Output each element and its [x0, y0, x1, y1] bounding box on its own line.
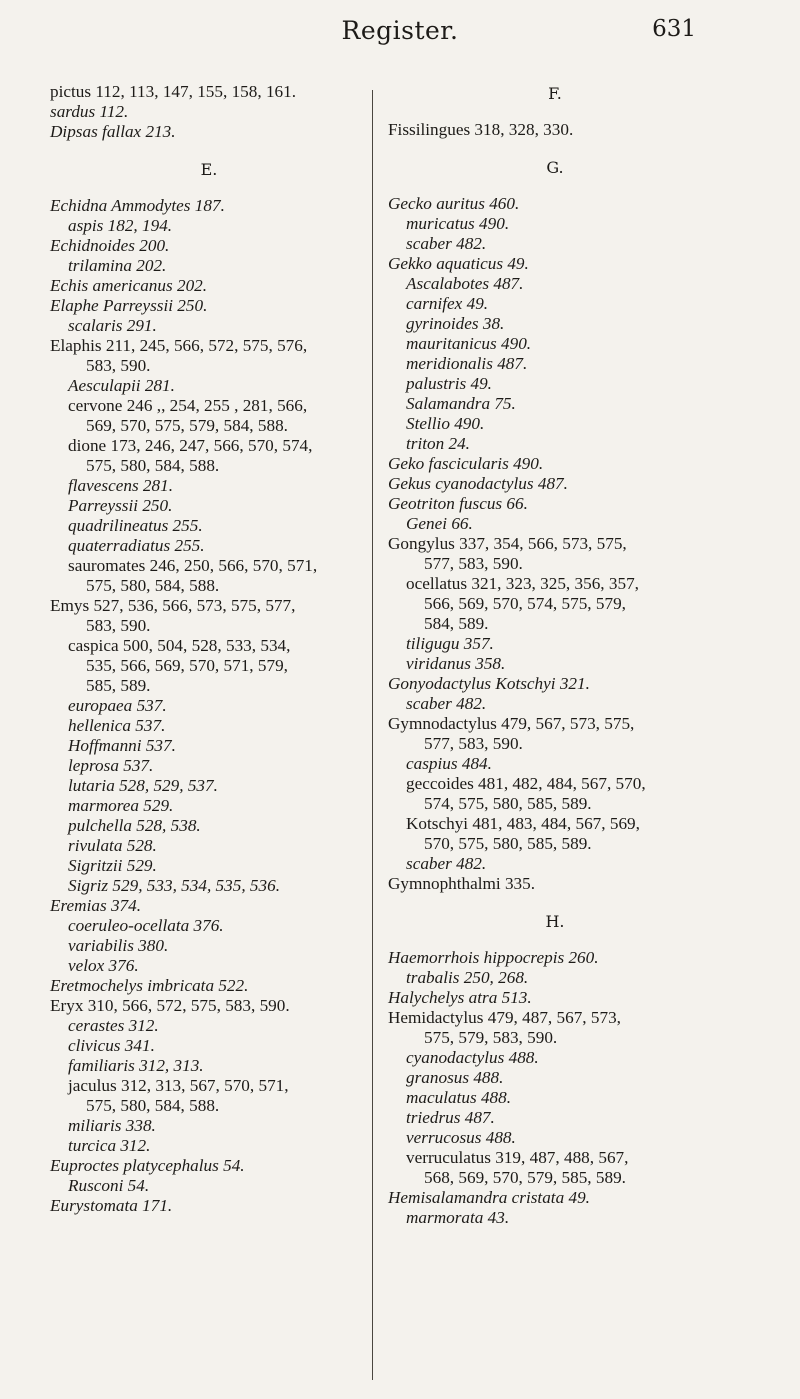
- index-entry: Gonyodactylus Kotschyi 321.: [388, 674, 590, 693]
- page-header: [0, 12, 800, 52]
- index-entry: Hoffmanni 537.: [68, 736, 176, 755]
- index-entry: cerastes 312.: [68, 1016, 159, 1035]
- index-entry: 577, 583, 590.: [424, 554, 523, 573]
- index-entry: maculatus 488.: [406, 1088, 512, 1107]
- index-entry: Emys 527, 536, 566, 573, 575, 577,: [50, 596, 296, 615]
- index-entry: Sigritzii 529.: [68, 856, 157, 875]
- index-entry: quadrilineatus 255.: [68, 516, 203, 535]
- index-entry: Gongylus 337, 354, 566, 573, 575,: [388, 534, 627, 553]
- index-entry: Rusconi 54.: [68, 1176, 150, 1195]
- index-entry: dione 173, 246, 247, 566, 570, 574,: [68, 436, 313, 455]
- index-entry: scaber 482.: [406, 854, 487, 873]
- index-entry: rivulata 528.: [68, 836, 157, 855]
- index-entry: 566, 569, 570, 574, 575, 579,: [424, 594, 626, 613]
- index-entry: carnifex 49.: [406, 294, 489, 313]
- index-entry: verrucosus 488.: [406, 1128, 516, 1147]
- index-entry: viridanus 358.: [406, 654, 506, 673]
- index-entry: Euproctes platycephalus 54.: [50, 1156, 245, 1175]
- index-entry: Geko fascicularis 490.: [388, 454, 544, 473]
- index-entry: Hemidactylus 479, 487, 567, 573,: [388, 1008, 621, 1027]
- index-entry: Dipsas fallax 213.: [50, 122, 176, 141]
- index-entry: Echidnoides 200.: [50, 236, 170, 255]
- index-entry: Geotriton fuscus 66.: [388, 494, 528, 513]
- index-entry: Gymnodactylus 479, 567, 573, 575,: [388, 714, 635, 733]
- index-entry: Eurystomata 171.: [50, 1196, 173, 1215]
- index-entry: scalaris 291.: [68, 316, 157, 335]
- index-entry: 584, 589.: [424, 614, 489, 633]
- index-entry: marmorata 43.: [406, 1208, 510, 1227]
- index-entry: 575, 580, 584, 588.: [86, 576, 220, 595]
- index-entry: caspica 500, 504, 528, 533, 534,: [68, 636, 291, 655]
- section-g-entries: [388, 194, 722, 894]
- right-column: [388, 82, 722, 1228]
- index-entry: Eretmochelys imbricata 522.: [50, 976, 249, 995]
- index-entry: jaculus 312, 313, 567, 570, 571,: [68, 1076, 289, 1095]
- index-entry: Gymnophthalmi 335.: [388, 874, 536, 893]
- section-h-entries: [388, 948, 722, 1228]
- index-entry: miliaris 338.: [68, 1116, 156, 1135]
- index-entry: hellenica 537.: [68, 716, 166, 735]
- index-entry: clivicus 341.: [68, 1036, 155, 1055]
- index-entry: muricatus 490.: [406, 214, 510, 233]
- section-letter-f: F.: [548, 84, 562, 103]
- index-entry: Elaphis 211, 245, 566, 572, 575, 576,: [50, 336, 308, 355]
- index-entry: gyrinoides 38.: [406, 314, 505, 333]
- index-entry: caspius 484.: [406, 754, 492, 773]
- index-entry: granosus 488.: [406, 1068, 504, 1087]
- index-entry: europaea 537.: [68, 696, 167, 715]
- index-entry: trabalis 250, 268.: [406, 968, 529, 987]
- index-entry: lutaria 528, 529, 537.: [68, 776, 218, 795]
- index-entry: pulchella 528, 538.: [68, 816, 201, 835]
- index-entry: leprosa 537.: [68, 756, 154, 775]
- index-entry: Fissilingues 318, 328, 330.: [388, 120, 574, 139]
- index-entry: geccoides 481, 482, 484, 567, 570,: [406, 774, 646, 793]
- index-entry: flavescens 281.: [68, 476, 174, 495]
- left-column: [50, 82, 368, 1216]
- index-entry: variabilis 380.: [68, 936, 169, 955]
- index-entry: familiaris 312, 313.: [68, 1056, 204, 1075]
- index-entry: triedrus 487.: [406, 1108, 495, 1127]
- index-entry: 568, 569, 570, 579, 585, 589.: [424, 1168, 626, 1187]
- section-letter-h: H.: [545, 912, 565, 931]
- index-entry: Echidna Ammodytes 187.: [50, 196, 225, 215]
- index-entry: mauritanicus 490.: [406, 334, 532, 353]
- column-divider: [372, 90, 373, 1380]
- index-entry: Hemisalamandra cristata 49.: [388, 1188, 590, 1207]
- index-entry: Halychelys atra 513.: [388, 988, 532, 1007]
- index-entry: pictus 112, 113, 147, 155, 158, 161.: [50, 82, 297, 101]
- index-entry: Parreyssii 250.: [68, 496, 173, 515]
- index-entry: coeruleo-ocellata 376.: [68, 916, 224, 935]
- index-entry: Elaphe Parreyssii 250.: [50, 296, 208, 315]
- index-entry: 575, 580, 584, 588.: [86, 1096, 220, 1115]
- index-entry: quaterradiatus 255.: [68, 536, 205, 555]
- index-entry: Gecko auritus 460.: [388, 194, 520, 213]
- index-entry: tiligugu 357.: [406, 634, 494, 653]
- index-entry: Stellio 490.: [406, 414, 485, 433]
- index-entry: sardus 112.: [50, 102, 129, 121]
- index-entry: 570, 575, 580, 585, 589.: [424, 834, 592, 853]
- index-entry: verruculatus 319, 487, 488, 567,: [406, 1148, 629, 1167]
- index-entry: 583, 590.: [86, 616, 151, 635]
- index-entry: Salamandra 75.: [406, 394, 516, 413]
- index-entry: Aesculapii 281.: [68, 376, 175, 395]
- index-entry: 583, 590.: [86, 356, 151, 375]
- index-entry: Echis americanus 202.: [50, 276, 208, 295]
- index-entry: marmorea 529.: [68, 796, 174, 815]
- index-entry: scaber 482.: [406, 694, 487, 713]
- section-e-entries: [50, 196, 368, 1216]
- entries-continued: [50, 82, 368, 142]
- index-entry: cyanodactylus 488.: [406, 1048, 539, 1067]
- index-entry: Sigriz 529, 533, 534, 535, 536.: [68, 876, 280, 895]
- index-entry: Eryx 310, 566, 572, 575, 583, 590.: [50, 996, 290, 1015]
- section-letter-g: G.: [546, 158, 564, 177]
- index-entry: Ascalabotes 487.: [406, 274, 524, 293]
- page-number: 631: [652, 16, 696, 42]
- page-title: Register.: [341, 16, 459, 45]
- section-f-entries: [388, 120, 722, 140]
- index-entry: meridionalis 487.: [406, 354, 528, 373]
- section-letter-e: E.: [200, 160, 218, 179]
- index-entry: 574, 575, 580, 585, 589.: [424, 794, 592, 813]
- index-entry: Gekko aquaticus 49.: [388, 254, 529, 273]
- index-entry: 585, 589.: [86, 676, 151, 695]
- index-entry: triton 24.: [406, 434, 470, 453]
- index-entry: Haemorrhois hippocrepis 260.: [388, 948, 599, 967]
- index-entry: 575, 579, 583, 590.: [424, 1028, 558, 1047]
- index-entry: palustris 49.: [406, 374, 492, 393]
- index-entry: Gekus cyanodactylus 487.: [388, 474, 568, 493]
- index-entry: 577, 583, 590.: [424, 734, 523, 753]
- index-entry: turcica 312.: [68, 1136, 151, 1155]
- index-entry: cervone 246 ,, 254, 255 , 281, 566,: [68, 396, 308, 415]
- index-entry: ocellatus 321, 323, 325, 356, 357,: [406, 574, 639, 593]
- index-entry: 575, 580, 584, 588.: [86, 456, 220, 475]
- index-entry: aspis 182, 194.: [68, 216, 173, 235]
- index-entry: Eremias 374.: [50, 896, 142, 915]
- index-entry: scaber 482.: [406, 234, 487, 253]
- index-entry: Kotschyi 481, 483, 484, 567, 569,: [406, 814, 640, 833]
- index-entry: sauromates 246, 250, 566, 570, 571,: [68, 556, 318, 575]
- index-entry: 535, 566, 569, 570, 571, 579,: [86, 656, 288, 675]
- index-entry: trilamina 202.: [68, 256, 167, 275]
- index-entry: 569, 570, 575, 579, 584, 588.: [86, 416, 288, 435]
- index-entry: Genei 66.: [406, 514, 473, 533]
- index-entry: velox 376.: [68, 956, 139, 975]
